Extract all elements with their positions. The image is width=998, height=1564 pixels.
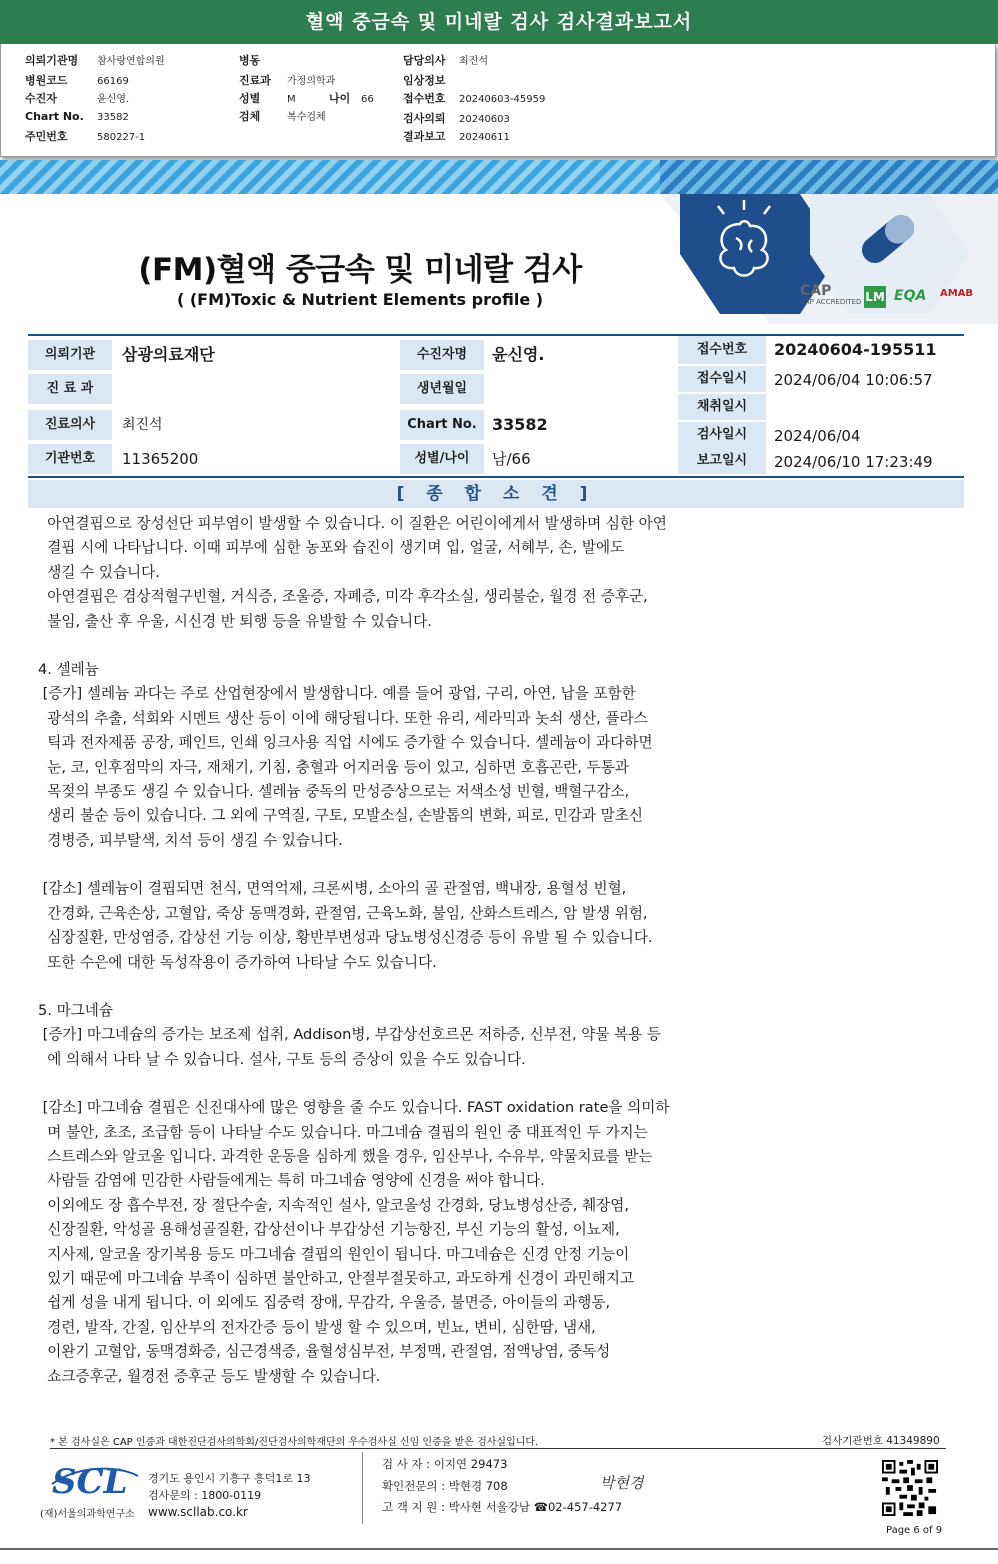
label-department: 진 료 과 — [28, 374, 112, 404]
header-stripe-band — [0, 160, 660, 194]
info-hospital: 의뢰기관명 참사랑연합의원 — [25, 54, 165, 67]
label-patient-name: 수진자명 — [400, 340, 484, 370]
label-accession-no: 접수번호 — [678, 336, 766, 364]
body-line: 4. 셀레늄 — [38, 661, 99, 679]
info-request-date: 검사의뢰 20240603 — [403, 112, 510, 125]
body-line: 아연결핍은 겸상적혈구빈혈, 거식증, 조울증, 자폐증, 미각 후각소실, 생리불순, 월경 전 증후군, — [38, 588, 648, 606]
body-line: 이완기 고혈압, 동맥경화증, 심근경색증, 율혈성심부전, 부정맥, 관절염, 점액낭염, 중독성 — [38, 1343, 611, 1361]
footer-rule — [50, 1448, 946, 1449]
info-accession: 접수번호 20240603-45959 — [403, 92, 546, 105]
amab-logo: AMAB — [940, 288, 974, 299]
label-institution-no: 기관번호 — [28, 444, 112, 474]
label-reported-at: 보고일시 — [678, 448, 766, 474]
label-birthdate: 생년월일 — [400, 374, 484, 404]
footer-divider — [362, 1452, 363, 1524]
body-line: 쉽게 성을 내게 됩니다. 이 외에도 집중력 장애, 무감각, 우울증, 불면증, 아이들의 과행동, — [38, 1294, 611, 1312]
body-line: 이외에도 장 흡수부전, 장 절단수술, 지속적인 설사, 알코올성 간경화, 당뇨병성산증, 췌장염, — [38, 1196, 630, 1214]
info-doctor: 담당의사 최진석 — [403, 54, 488, 67]
info-clinical: 임상정보 — [403, 74, 446, 87]
document-title: (FM)혈액 중금속 및 미네랄 검사 — [138, 252, 582, 288]
lab-address: 경기도 용인시 기흥구 흥덕1로 13 — [148, 1472, 311, 1485]
value-doctor: 최진석 — [122, 417, 163, 433]
label-chart-no: Chart No. — [400, 410, 484, 440]
body-line: 간경화, 근육손상, 고혈압, 죽상 동맥경화, 관절염, 근육노화, 불임, 산화스트레스, 암 발생 위험, — [38, 904, 648, 922]
cap-logo: CAP CAP ACCREDITED — [800, 283, 862, 306]
body-line: 심장질환, 만성염증, 갑상선 기능 이상, 황반부변성과 당뇨병성신경증 등이 유발 될 수 있습니다. — [38, 929, 653, 947]
eqa-logo: EQA — [894, 288, 927, 304]
document-subtitle: ( (FM)Toxic & Nutrient Elements profile ) — [176, 290, 544, 309]
value-received-at: 2024/06/04 10:06:57 — [774, 371, 933, 389]
body-line: 쇼크증후군, 월경전 증후군 등도 발생할 수 있습니다. — [38, 1367, 381, 1385]
body-line: 목젖의 부종도 생길 수 있습니다. 셀레늄 중독의 만성증상으로는 저색소성 빈혈, 백혈구감소, — [38, 783, 630, 801]
value-institution: 삼광의료재단 — [122, 345, 215, 364]
lab-code: 검사기관번호 41349890 — [822, 1435, 940, 1447]
body-line: [증가] 셀레늄 과다는 주로 산업현장에서 발생합니다. 예를 들어 광업, 구리, 아연, 납을 포함한 — [38, 685, 636, 703]
qr-code-icon — [882, 1460, 938, 1516]
report-banner-title: 혈액 중금속 및 미네랄 검사 검사결과보고서 — [0, 0, 998, 44]
info-chart: Chart No. 33582 — [25, 110, 129, 123]
body-line: 광석의 추출, 석회와 시멘트 생산 등이 이에 해당됩니다. 또한 유리, 세라믹과 놋쇠 생산, 플라스 — [38, 709, 648, 727]
value-accession-no: 20240604-195511 — [774, 340, 937, 359]
summary-body — [38, 512, 758, 1389]
body-line: 생길 수 있습니다. — [38, 563, 160, 581]
value-sex-age: 남/66 — [492, 450, 531, 468]
value-tested-at: 2024/06/04 — [774, 427, 861, 445]
blank-line — [38, 975, 758, 999]
label-doctor: 진료의사 — [28, 410, 112, 440]
body-line: 눈, 코, 인후점막의 자극, 재채기, 기침, 충혈과 어지러움 등이 있고, 심하면 호흡곤란, 두통과 — [38, 758, 629, 776]
body-line: 스트레스와 알코올 입니다. 과격한 운동을 심하게 했을 경우, 임산부나, 수유부, 약물치료를 받는 — [38, 1147, 653, 1165]
label-institution: 의뢰기관 — [28, 340, 112, 370]
info-age: 나이 66 — [329, 92, 374, 105]
accreditation-note: * 본 검사실은 CAP 인증과 대한진단검사의학회/진단검사의학재단의 우수검사실 신임 인증을 받은 검사실입니다. — [50, 1437, 539, 1448]
value-birthdate — [484, 374, 672, 404]
staff-tester: 검 사 자 : 이지연 29473 — [382, 1457, 508, 1471]
label-received-at: 접수일시 — [678, 366, 766, 392]
scl-org-name: (재)서울의과학연구소 — [40, 1509, 135, 1520]
value-institution-no: 11365200 — [122, 450, 199, 468]
label-tested-at: 검사일시 — [678, 422, 766, 448]
label-collected-at: 채취일시 — [678, 394, 766, 420]
body-line: 5. 마그네슘 — [38, 1001, 113, 1019]
value-collected-at — [766, 394, 964, 420]
body-line: 며 불안, 초조, 조급함 등이 나타날 수도 있습니다. 마그네슘 결핍의 원인 중 대표적인 두 가지는 — [38, 1123, 648, 1141]
summary-heading: [ 종 합 소 견 ] — [28, 480, 964, 508]
body-line: [감소] 셀레늄이 결핍되면 천식, 면역억제, 크론씨병, 소아의 골 관절염, 백내장, 용혈성 빈혈, — [38, 880, 627, 898]
value-patient-name: 윤신영. — [492, 345, 545, 364]
blank-line — [38, 853, 758, 877]
staff-support: 고 객 지 원 : 박사현 서울강남 ☎02-457-4277 — [382, 1500, 623, 1514]
scl-logo-swoosh — [50, 1462, 140, 1508]
body-line: 경병증, 피부탈색, 치석 등이 생길 수 있습니다. — [38, 831, 343, 849]
body-line: [감소] 마그네슘 결핍은 신진대사에 많은 영향을 줄 수도 있습니다. FAST oxidation rate을 의미하 — [38, 1099, 670, 1117]
value-chart-no: 33582 — [492, 415, 548, 434]
body-line: 있기 때문에 마그네슘 부족이 심하면 불안하고, 안절부절못하고, 과도하게 신경이 과민해지고 — [38, 1269, 635, 1287]
header-stripe-band-right — [660, 160, 998, 194]
info-patient: 수진자 윤신영. — [25, 92, 130, 105]
body-line: [증가] 마그네슘의 증가는 보조제 섭취, Addison병, 부갑상선호르몬 저하증, 신부전, 약물 복용 등 — [38, 1026, 662, 1044]
info-ward: 병동 — [239, 54, 261, 67]
body-line: 또한 수은에 대한 독성작용이 증가하여 나타날 수도 있습니다. — [38, 953, 437, 971]
value-reported-at: 2024/06/10 17:23:49 — [774, 453, 933, 471]
page-number: Page 6 of 9 — [886, 1525, 943, 1536]
body-line: 경련, 발작, 간질, 임산부의 전자간증 등이 발생 할 수 있으며, 빈뇨, 변비, 심한땀, 냄새, — [38, 1318, 596, 1336]
blank-line — [38, 1072, 758, 1096]
body-line: 결핍 시에 나타납니다. 이때 피부에 심한 농포와 습진이 생기며 입, 얼굴, 서혜부, 손, 발에도 — [38, 539, 625, 557]
table-bottom-rule — [28, 476, 964, 478]
body-line: 아연결핍으로 장성선단 피부염이 발생할 수 있습니다. 이 질환은 어린이에게서 발생하며 심한 아연 — [38, 515, 667, 532]
value-department — [114, 374, 398, 404]
scl-logo: SCL — [52, 1462, 128, 1502]
lab-phone: 검사문의 : 1800-0119 — [148, 1489, 262, 1502]
request-info-panel — [0, 44, 996, 157]
lm-logo: LM — [864, 286, 886, 308]
body-line: 신장질환, 악성골 용해성골질환, 갑상선이나 부갑상선 기능항진, 부신 기능의 활성, 이뇨제, — [38, 1221, 620, 1239]
page-bottom-rule — [0, 1548, 998, 1550]
label-sex-age: 성별/나이 — [400, 444, 484, 474]
body-line: 틱과 전자제품 공장, 페인트, 인쇄 잉크사용 직업 시에도 증가할 수 있습니다. 셀레늄이 과다하면 — [38, 734, 653, 752]
body-line: 생리 불순 등이 있습니다. 그 외에 구역질, 구토, 모발소실, 손발톱의 변화, 피로, 민감과 말초신 — [38, 807, 643, 825]
lab-website[interactable]: www.scllab.co.kr — [148, 1505, 248, 1519]
info-hospital-code: 병원코드 66169 — [25, 74, 129, 87]
info-report-date: 결과보고 20240611 — [403, 130, 510, 143]
body-line: 에 의해서 나타 날 수 있습니다. 설사, 구토 등의 증상이 있을 수도 있습니다. — [38, 1050, 526, 1068]
signature: 박현경 — [600, 1474, 644, 1492]
info-specimen: 검체 복수검체 — [239, 110, 326, 123]
body-line: 지사제, 알코올 장기복용 등도 마그네슘 결핍의 원인이 됩니다. 마그네슘은 신경 안정 기능이 — [38, 1245, 630, 1263]
body-line: 불임, 출산 후 우울, 시신경 반 퇴행 등을 유발할 수 있습니다. — [38, 612, 432, 630]
info-sex: 성별 M — [239, 92, 296, 105]
info-department: 진료과 가정의학과 — [239, 74, 336, 87]
blank-line — [38, 634, 758, 658]
info-resident-no: 주민번호 580227-1 — [25, 130, 146, 143]
body-line: 사람들 감염에 민감한 사람들에게는 특히 마그네슘 영양에 신경을 써야 합니다. — [38, 1172, 545, 1190]
staff-specialist: 확인전문의 : 박현경 708 — [382, 1479, 508, 1493]
